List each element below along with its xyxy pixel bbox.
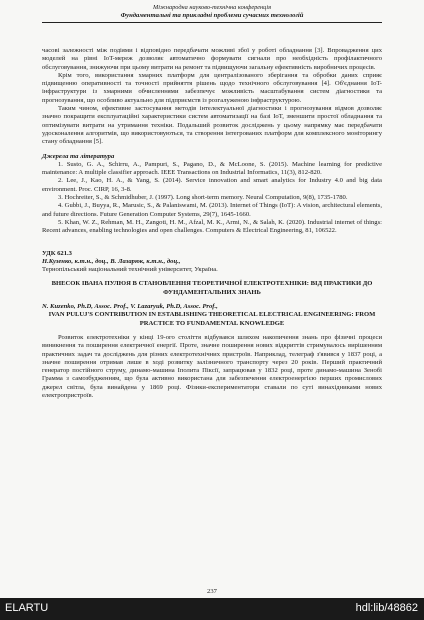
- article-title-ua: ВНЕСОК ІВАНА ПУЛЮЯ В СТАНОВЛЕННЯ ТЕОРЕТИЧНОЇ ЕЛЕКТРОТЕХНІКИ: ВІД ПРАКТИКИ ДО ФУНДАМЕНТАЛЬНИХ ЗНАНЬ: [51, 280, 373, 296]
- references-heading: Джерела та література: [42, 152, 115, 160]
- reference-item: 1. Susto, G. A., Schirru, A., Pampuri, S., Pagano, D., & McLoone, S. (2015). Machine learning for predictive maintenance: A multiple classifier approach. IEEE Transactions on Industrial Informatics, 11(3), 812-820.: [42, 160, 382, 177]
- reference-item: 5. Khan, W. Z., Rehman, M. H., Zangoti, H. M., Afzal, M. K., Armi, N., & Salah, K. (2020). Industrial internet of things: Recent advances, enabling technologies and open challenges. Computers & Electrical Engineering, 81, 106522.: [42, 218, 382, 235]
- authors-en: N. Kuzenko, Ph.D, Assoc. Prof., V. Lazaryuk, Ph.D, Assoc. Prof.,: [42, 303, 218, 311]
- udk-code: УДК 621.3: [42, 249, 72, 257]
- paragraph-1: часові залежності між подіями і відповідно передбачати можливі збої у роботі обладнання [3]. Впровадження цих моделей на рівні IoT-мереж дозволяє автоматично формувати сигнали про необхідність профілактичного обслуговування, знижуючи при цьому витрати на ремонт та підвищуючи загальну ефективність виробничих процесів.: [42, 47, 382, 71]
- article-title-en: IVAN PULUJ'S CONTRIBUTION IN ESTABLISHING THEORETICAL ELECTRICAL ENGINEERING: FROM PRACTICE TO FUNDAMENTAL KNOWLEDGE: [48, 311, 376, 327]
- authors-ua: Н.Кузенко, к.т.н., доц., В. Лазарюк, к.т.н., доц.,: [42, 257, 181, 265]
- running-header: [42, 4, 382, 23]
- section-gap: [42, 236, 382, 250]
- conference-subtitle: Фундаментальні та прикладні проблеми сучасних технологій: [120, 12, 304, 19]
- paragraph-3: Таким чином, ефективне застосування методів інтелектуальної діагностики і прогнозування відмов дозволяє значно покращити експлуатаційні характеристики систем автоматизації на базі IoT, зменшити простої обладнання та оптимізувати витрати на утримання техніки. Подальший розвиток досліджень у цьому напрямку має передбачати удосконалення алгоритмів, що використовуються, та створення інтегрованих платформ для комплексного моніторингу стану обладнання [5].: [42, 105, 382, 146]
- affiliation: Тернопільський національний технічний університет, Україна.: [42, 266, 218, 274]
- footer-bar: [0, 598, 424, 620]
- paragraph-2: Крім того, використання хмарних платформ для централізованого зберігання та обробки даних сприяє підвищенню оперативності та точності прийняття рішень щодо технічного обслуговування [4]. Об'єднання IoT-інфраструктури із хмарними обчисленнями забезпечує можливість масштабування систем діагностики та прогнозування, що особливо актуально для підприємств із розгалуженою інфраструктурою.: [42, 71, 382, 104]
- page-body: [42, 47, 382, 400]
- page-number: 237: [207, 588, 217, 595]
- footer-source-label: ELARTU: [5, 602, 49, 614]
- reference-item: 2. Lee, J., Kao, H. A., & Yang, S. (2014). Service innovation and smart analytics for Industry 4.0 and big data environment. Proc. CIRP, 16, 3-8.: [42, 177, 382, 193]
- article-body: Розвиток електротехніки у кінці 19-ого століття відбувався шляхом накопичення знань про фізичні процеси виникнення та поширення електричної енергії. Проте, значне поширення нових відкриттів стримувалось вирішенням практичних задач та досліджень для різних електротехнічних пристроїв. Наприклад, телеграф з'явився у 1837 році, а значне поширення отримав лише в ході розвитку залізничного транспорту через 20 років. Перший практичний генератор постійного струму, динамо-машина Іполита Піксії, запрацював у 1832 році, проте динамо-машина Зенобі Грамма з самозбудженням, що була активно використана для забезпечення електроенергією перших промислових джерел світла, була винайдена у 1869 році. Фізики-експериментатори ставали по суті винахідниками нових електропристроїв.: [42, 333, 382, 399]
- conference-title: Міжнародна науково-технічна конференція: [152, 4, 272, 11]
- header-rule: [42, 22, 382, 23]
- footer-handle-link[interactable]: hdl:lib/48862: [355, 602, 418, 614]
- reference-item: 3. Hochreiter, S., & Schmidhuber, J. (1997). Long short-term memory. Neural Computation, 9(8), 1735-1780.: [58, 194, 348, 202]
- reference-item: 4. Gubbi, J., Buyya, R., Marusic, S., & Palaniswami, M. (2013). Internet of Things (IoT): A vision, architectural elements, and future directions. Future Generation Computer Systems, 29(7), 1645-1660.: [42, 202, 382, 218]
